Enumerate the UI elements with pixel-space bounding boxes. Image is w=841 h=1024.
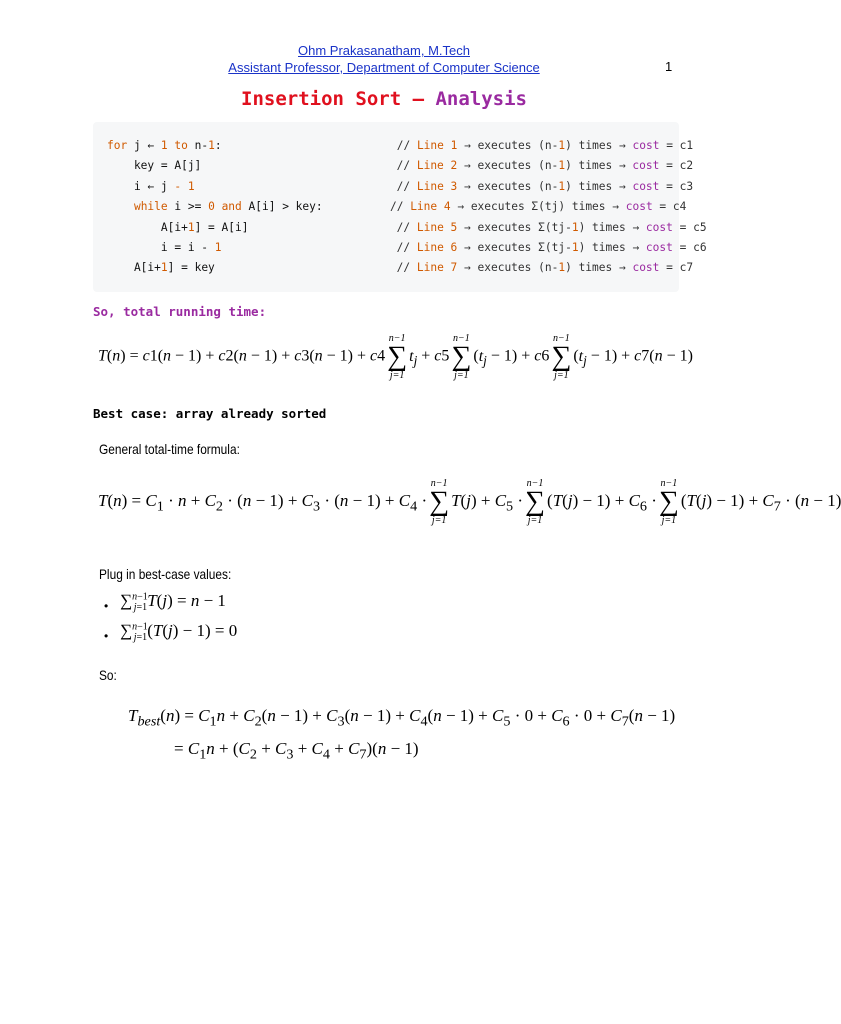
best-case-derivation <box>128 702 675 769</box>
role-link[interactable]: Assistant Professor, Department of Computer Science <box>228 60 540 75</box>
code-line-7: A[i+1] = key // Line 7 → executes (n-1) times → cost = c7 <box>107 261 694 275</box>
bullet-1-equation: ∑$^{n-1}_{j=1}$T(j) = n − 1 <box>120 591 226 614</box>
title-part1: Insertion Sort <box>241 88 402 110</box>
best-case-line-2: = $C_1n + (C_2 + C_3 + C_4 + C_7)(n - 1)$ <box>174 739 419 763</box>
title-separator: – <box>401 88 436 110</box>
general-formula-label: General total-time formula: <box>99 441 240 457</box>
code-line-4: while i >= 0 and A[i] > key: // Line 4 → executes Σ(tj) times → cost = c4 <box>133 200 687 214</box>
best-case-label: Best case: array already sorted <box>93 406 327 421</box>
author-link[interactable]: Ohm Prakasanatham, M.Tech <box>298 43 470 58</box>
code-block <box>93 122 707 292</box>
so-label: So: <box>99 667 117 683</box>
code-lines <box>93 122 707 279</box>
bullet-2-equation: ∑$^{n-1}_{j=1}$(T(j) − 1) = 0 <box>120 621 238 644</box>
code-line-2: key = A[j] // Line 2 → executes (n-1) times → cost = c2 <box>107 159 694 173</box>
title-part2: Analysis <box>435 88 527 110</box>
code-line-1: for j ← 1 to n-1: // Line 1 → executes (n-1) times → cost = c1 <box>107 139 694 152</box>
page-title <box>0 88 768 110</box>
plug-in-label: Plug in best-case values: <box>99 566 232 582</box>
code-line-5: A[i+1] = A[i] // Line 5 → executes Σ(tj-1) times → cost = c5 <box>107 220 707 234</box>
code-line-6: i = i - 1 // Line 6 → executes Σ(tj-1) times → cost = c6 <box>107 241 707 255</box>
total-running-time-label: So, total running time: <box>93 304 267 319</box>
page-number: 1 <box>665 59 673 74</box>
page-header <box>0 42 768 76</box>
total-time-equation: T(n) = c1(n − 1) + c2(n − 1) + c3(n − 1) + c4 n−1 ∑ j=1 $t_j + c5$ n−1 ∑ j=1 $(t_j - 1) + c6$ n−1 ∑ j=1 $(t_j - 1) + c7(n - 1)$ <box>98 333 693 381</box>
best-case-line-1: $T_{best}(n) = C_1n + C_2(n - 1) + C_3(n - 1) + C_4(n - 1) + C_5 \cdot 0 + C_6 \cdot 0 + C_7(n - 1)$ <box>128 706 676 730</box>
code-line-3: i ← j - 1 // Line 3 → executes (n-1) times → cost = c3 <box>107 179 694 193</box>
general-formula-equation: $T(n) = C_1 \cdot n + C_2 \cdot (n - 1) + C_3 \cdot (n - 1) + C_4$ · n−1 ∑ j=1 $T(j) + C_5$ · n−1 ∑ j=1 $(T(j) - 1) + C_6$ · n−1 ∑ j=1 $(T(j) - 1) + C_7 \cdot (n - 1)$ <box>98 478 841 526</box>
bullet-2-dot: • <box>104 629 109 643</box>
bullet-1-dot: • <box>104 599 109 613</box>
